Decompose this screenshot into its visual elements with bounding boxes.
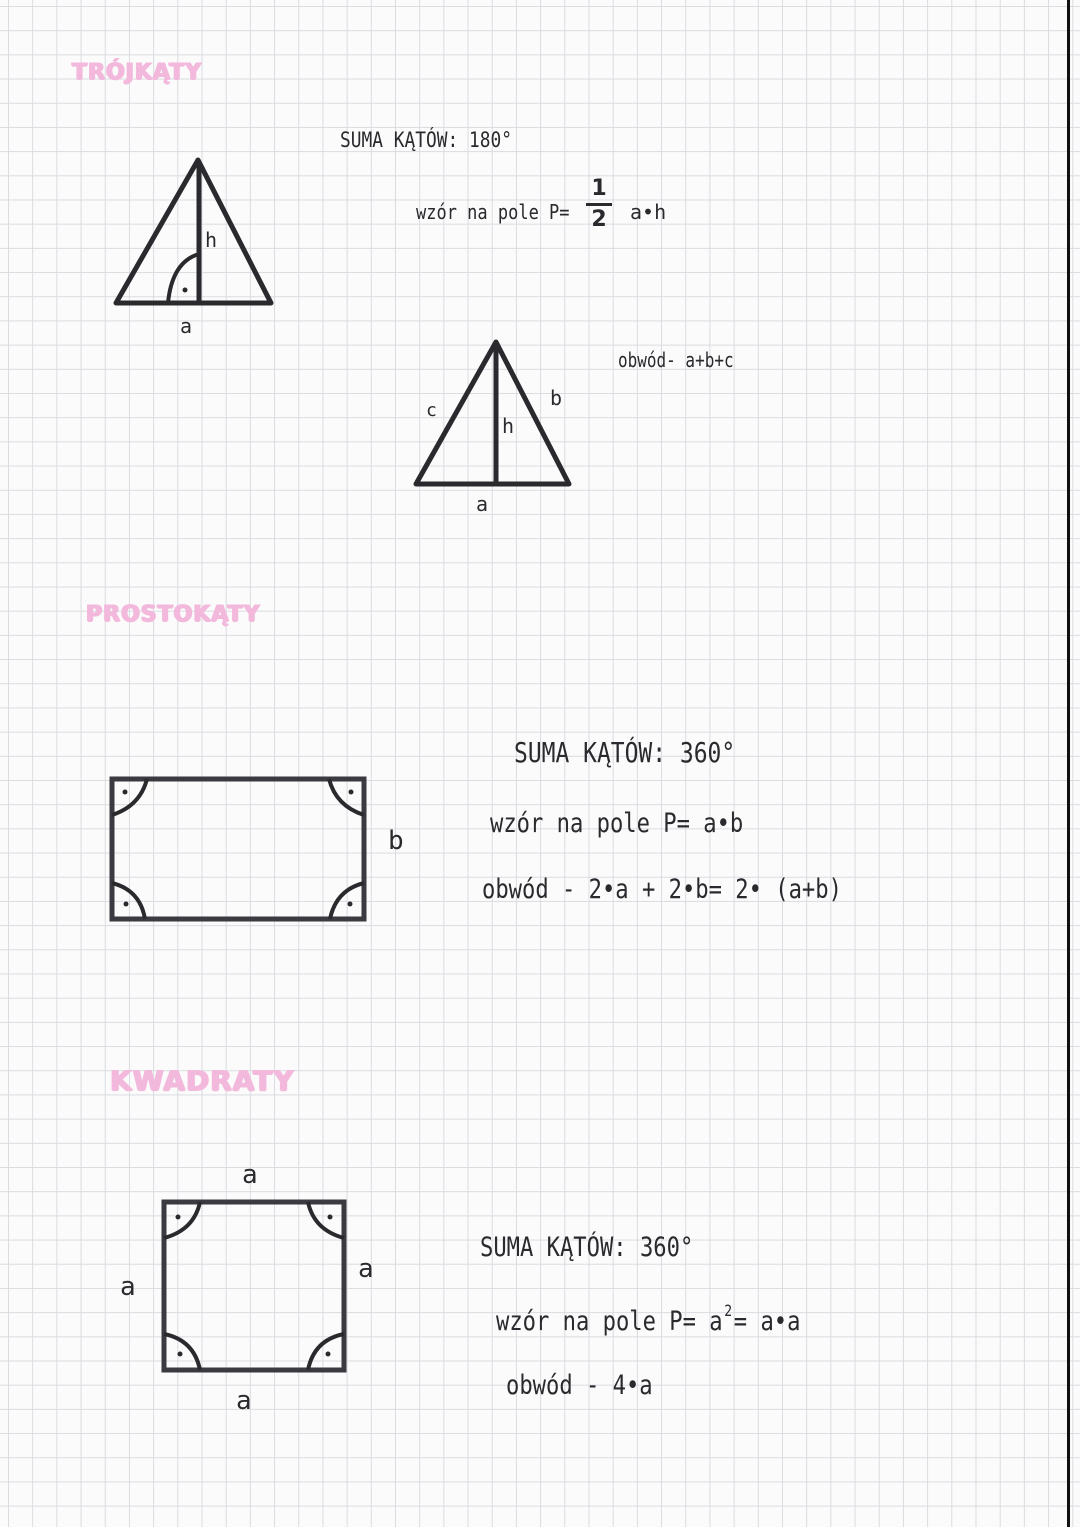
- squares-area-exponent: 2: [724, 1301, 733, 1320]
- right-angle-mark-icon: [308, 1334, 344, 1370]
- triangle-2: [416, 342, 569, 484]
- rectangle-figure: [112, 779, 364, 919]
- right-angle-mark-icon: [112, 883, 145, 919]
- rectangle-side-b-label: b: [388, 826, 404, 856]
- right-angle-mark-icon: [164, 1334, 200, 1370]
- triangles-area-prefix: wzór na pole P=: [416, 200, 570, 224]
- squares-area: [496, 1301, 801, 1337]
- triangle-2-base-label: a: [476, 492, 489, 516]
- right-angle-mark-icon: [112, 779, 147, 815]
- triangles-area-fraction: [586, 178, 612, 231]
- square-left-label: a: [120, 1272, 136, 1302]
- triangle-2-side-c-label: c: [426, 400, 437, 421]
- squares-perimeter: obwód - 4•a: [506, 1370, 653, 1401]
- heading-triangles: TRÓJKĄTY: [72, 60, 203, 85]
- right-angle-mark-icon: [308, 1202, 344, 1238]
- triangle-1: [116, 160, 271, 303]
- rectangles-area: wzór na pole P= a•b: [490, 808, 744, 839]
- triangles-perimeter: obwód- a+b+c: [618, 348, 734, 372]
- triangle-1-base-label: a: [180, 314, 193, 338]
- heading-rectangles: PROSTOKĄTY: [86, 602, 261, 627]
- fraction-numerator: 1: [591, 176, 607, 201]
- rectangles-perimeter: obwód - 2•a + 2•b= 2• (a+b): [482, 874, 842, 905]
- squares-area-suffix: = a•a: [733, 1306, 801, 1337]
- triangles-area-suffix: a•h: [630, 200, 667, 224]
- triangle-2-height-label: h: [502, 414, 515, 438]
- square-right-label: a: [358, 1254, 374, 1284]
- fraction-denominator: 2: [591, 207, 607, 232]
- triangles-angle-sum: SUMA KĄTÓW: 180°: [340, 128, 512, 152]
- right-angle-mark-icon: [168, 254, 199, 303]
- square-figure: [164, 1202, 344, 1370]
- square-top-label: a: [242, 1160, 258, 1190]
- heading-squares: KWADRATY: [110, 1064, 295, 1097]
- right-angle-mark-icon: [329, 779, 364, 815]
- right-angle-mark-icon: [330, 883, 364, 919]
- fraction-bar: [586, 203, 612, 206]
- right-angle-mark-icon: [164, 1202, 200, 1238]
- squares-area-prefix: wzór na pole P= a: [496, 1306, 723, 1337]
- square-bottom-label: a: [236, 1386, 252, 1416]
- squares-angle-sum: SUMA KĄTÓW: 360°: [480, 1232, 694, 1263]
- triangle-2-side-b-label: b: [550, 386, 563, 410]
- rectangles-angle-sum: SUMA KĄTÓW: 360°: [514, 736, 736, 769]
- triangle-1-height-label: h: [205, 228, 218, 252]
